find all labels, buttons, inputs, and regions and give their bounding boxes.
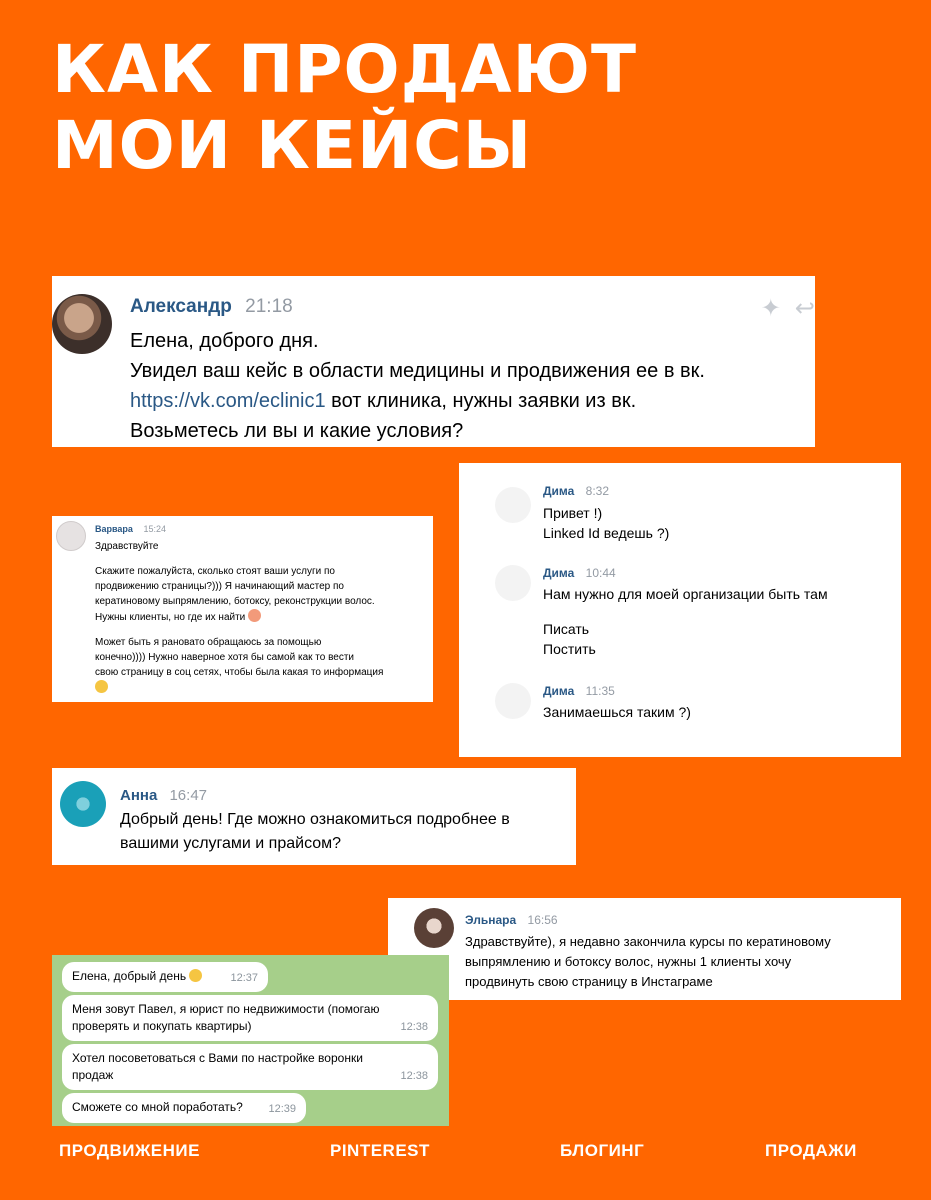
avatar xyxy=(52,294,112,354)
avatar xyxy=(495,487,531,523)
chat-bubble: Елена, добрый день 12:37 xyxy=(62,962,268,992)
sender-name[interactable]: Александр xyxy=(130,296,232,317)
message-body xyxy=(130,326,705,446)
message-line: Увидел ваш кейс в области медицины и продвижения ее в вк. xyxy=(130,360,705,382)
message-header xyxy=(543,484,609,498)
message-header xyxy=(130,296,293,318)
sender-name[interactable]: Анна xyxy=(120,787,158,804)
message-time: 15:24 xyxy=(143,524,166,534)
avatar xyxy=(495,683,531,719)
bubble-time: 12:38 xyxy=(400,1070,428,1082)
avatar xyxy=(60,781,106,827)
sender-name[interactable]: Эльнара xyxy=(465,913,517,927)
chat-bubble: Меня зовут Павел, я юрист по недвижимости (помогаю проверять и покупать квартиры) 12:38 xyxy=(62,995,438,1041)
sender-name[interactable]: Дима xyxy=(543,684,575,698)
message-line: Нам нужно для моей организации быть там xyxy=(543,586,828,602)
message-body xyxy=(95,539,430,696)
message-card-dima xyxy=(459,463,901,757)
page-title xyxy=(52,32,637,184)
emoji-icon xyxy=(189,969,202,982)
message-header xyxy=(543,566,616,580)
message-time: 16:56 xyxy=(527,913,558,927)
message-line: Здравствуйте xyxy=(95,541,159,552)
message-header xyxy=(120,787,207,804)
message-line: Скажите пожалуйста, сколько стоят ваши услуги по xyxy=(95,566,335,577)
emoji-icon xyxy=(95,680,108,693)
message-line: конечно)))) Нужно наверное хотя бы самой как то вести xyxy=(95,652,355,663)
message-time: 11:35 xyxy=(585,684,615,698)
message-line: Здравствуйте), я недавно закончила курсы по кератиновому xyxy=(465,934,831,949)
message-line: Привет !) xyxy=(543,505,603,521)
sender-name[interactable]: Дима xyxy=(543,566,575,580)
message-line: кератиновому выпрямлению, ботоксу, реконструкции волос. xyxy=(95,596,375,607)
message-line: Нужны клиенты, но где их найти xyxy=(95,609,430,625)
message-line: вашими услугами и прайсом? xyxy=(120,835,342,852)
message-time: 8:32 xyxy=(585,484,610,498)
message-line: Может быть я рановато обращаюсь за помощью xyxy=(95,637,322,648)
avatar xyxy=(495,565,531,601)
message-line: выпрямлению и ботоксу волос, нужны 1 клиенты хочу xyxy=(465,954,792,969)
title-line-2: МОИ КЕЙСЫ xyxy=(52,107,533,184)
message-card-elnara xyxy=(388,898,901,1000)
message-line: Добрый день! Где можно ознакомиться подробнее в xyxy=(120,811,510,828)
message-line: свою страницу в соц сетях, чтобы была какая то информация xyxy=(95,667,384,678)
message-line-rest: вот клиника, нужны заявки из вк. xyxy=(325,390,637,412)
message-card-anna xyxy=(52,768,576,865)
message-actions xyxy=(761,294,815,323)
message-line xyxy=(95,680,430,696)
telegram-chat-card xyxy=(52,955,449,1126)
message-line: Возьметесь ли вы и какие условия? xyxy=(130,420,464,442)
message-body xyxy=(465,932,831,992)
bubble-time: 12:37 xyxy=(230,972,258,984)
sparkle-icon[interactable]: ✦ xyxy=(760,295,781,322)
reply-icon[interactable]: ↩ xyxy=(794,295,815,322)
message-time: 10:44 xyxy=(585,566,616,580)
title-line-1: КАК ПРОДАЮТ xyxy=(52,31,638,108)
nav-item-pinterest[interactable]: PINTEREST xyxy=(330,1141,430,1160)
message-body xyxy=(120,808,510,856)
message-line: продвинуть свою страницу в Инстаграме xyxy=(465,974,713,989)
message-line: продвижению страницы?))) Я начинающий мастер по xyxy=(95,581,344,592)
avatar xyxy=(56,521,86,551)
emoji-icon xyxy=(248,609,261,622)
message-card-alexander xyxy=(52,276,815,447)
chat-bubble: Хотел посоветоваться с Вами по настройке воронки продаж 12:38 xyxy=(62,1044,438,1090)
message-line: Linked Id ведешь ?) xyxy=(543,525,670,541)
sender-name[interactable]: Дима xyxy=(543,484,575,498)
message-line: Елена, доброго дня. xyxy=(130,330,319,352)
message-line: Постить xyxy=(543,641,596,657)
nav-item-promotion[interactable]: ПРОДВИЖЕНИЕ xyxy=(59,1141,200,1160)
message-time: 16:47 xyxy=(169,787,208,804)
bubble-time: 12:39 xyxy=(268,1103,296,1115)
message-header xyxy=(543,684,615,698)
message-link[interactable]: https://vk.com/eclinic1 xyxy=(130,390,326,412)
sender-name[interactable]: Варвара xyxy=(95,524,133,534)
nav-item-sales[interactable]: ПРОДАЖИ xyxy=(765,1141,857,1160)
nav-item-blogging[interactable]: БЛОГИНГ xyxy=(560,1141,645,1160)
message-header xyxy=(465,913,558,927)
message-line: Писать xyxy=(543,621,590,637)
message-line: Занимаешься таким ?) xyxy=(543,704,691,720)
avatar xyxy=(414,908,454,948)
message-card-varvara xyxy=(52,516,433,702)
message-time: 21:18 xyxy=(245,296,293,317)
bubble-time: 12:38 xyxy=(400,1021,428,1033)
message-line xyxy=(130,386,705,416)
chat-bubble: Сможете со мной поработать? 12:39 xyxy=(62,1093,306,1123)
message-header xyxy=(95,524,166,534)
